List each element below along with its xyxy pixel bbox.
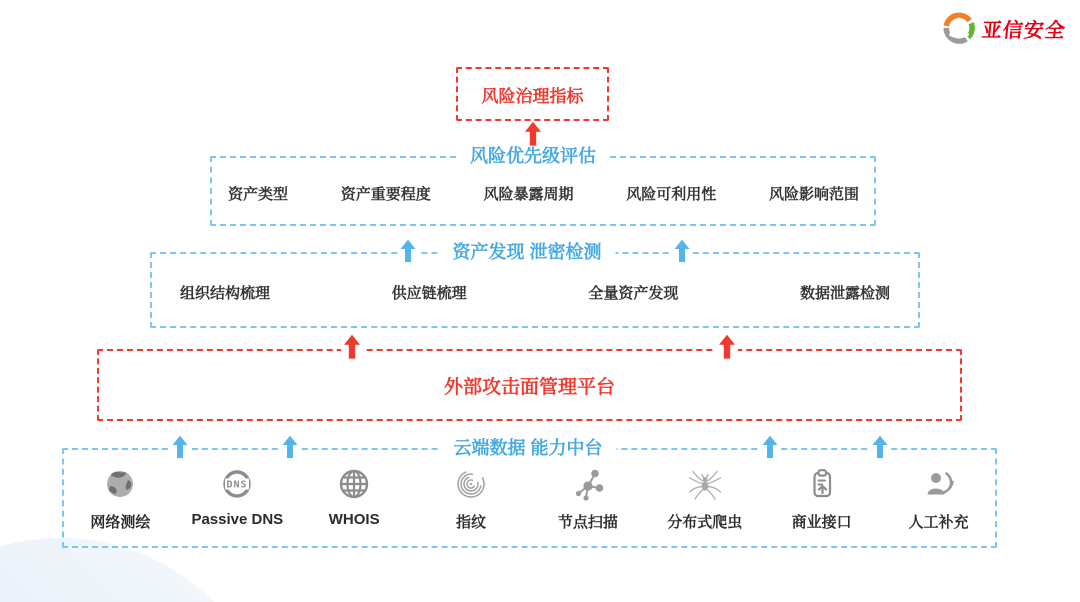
discovery-title: 资产发现 泄密检测 <box>438 242 615 264</box>
governance-box <box>456 67 609 121</box>
priority-title: 风险优先级评估 <box>456 146 610 168</box>
up-arrow-icon <box>398 239 419 262</box>
clipboard-arrow-icon <box>803 464 841 504</box>
wireframe-globe-icon <box>335 464 373 504</box>
discovery-item: 供应链梳理 <box>391 284 467 302</box>
svg-text:DNS: DNS <box>226 479 248 491</box>
network-nodes-icon <box>569 464 607 504</box>
capability-item <box>296 464 413 540</box>
discovery-item: 数据泄露检测 <box>799 284 890 302</box>
spider-icon <box>686 464 724 504</box>
priority-item: 资产类型 <box>228 185 289 203</box>
cloud-title: 云端数据 能力中台 <box>439 438 616 460</box>
brand-logo-icon <box>942 11 976 45</box>
fingerprint-icon <box>452 464 490 504</box>
up-arrow-icon <box>716 335 738 359</box>
up-arrow-icon <box>280 435 301 458</box>
capability-item <box>62 464 179 540</box>
capability-label: WHOIS <box>328 511 380 528</box>
up-arrow-icon <box>522 122 544 146</box>
priority-item: 资产重要程度 <box>340 185 431 203</box>
priority-item: 风险可利用性 <box>626 185 717 203</box>
up-arrow-icon <box>870 435 891 458</box>
priority-item: 风险暴露周期 <box>483 185 574 203</box>
up-arrow-icon <box>341 335 363 359</box>
capability-label: 分布式爬虫 <box>667 514 743 531</box>
capability-item <box>763 464 880 540</box>
capability-item <box>646 464 763 540</box>
person-sync-icon <box>920 464 958 504</box>
capability-item <box>179 464 296 540</box>
brand-logo-text: 亚信安全 <box>980 19 1067 42</box>
capability-item <box>530 464 647 540</box>
priority-items <box>228 178 859 208</box>
up-arrow-icon <box>760 435 781 458</box>
platform-box <box>97 349 962 421</box>
discovery-item: 组织结构梳理 <box>180 284 271 302</box>
capability-item <box>413 464 530 540</box>
capability-row <box>62 464 997 540</box>
capability-item <box>880 464 997 540</box>
discovery-items <box>180 277 890 307</box>
earth-icon <box>101 464 139 504</box>
capability-label: 节点扫描 <box>557 514 618 531</box>
platform-title: 外部攻击面管理平台 <box>443 376 615 398</box>
brand-logo <box>942 11 1066 45</box>
dns-globe-icon <box>218 464 256 504</box>
discovery-item: 全量资产发现 <box>588 284 679 302</box>
priority-item: 风险影响范围 <box>768 185 859 203</box>
governance-title: 风险治理指标 <box>481 86 584 106</box>
capability-label: 指纹 <box>456 514 487 531</box>
up-arrow-icon <box>170 435 191 458</box>
up-arrow-icon <box>672 239 693 262</box>
capability-label: 网络测绘 <box>90 514 151 531</box>
capability-label: Passive DNS <box>191 511 284 528</box>
capability-label: 人工补充 <box>908 514 969 531</box>
capability-label: 商业接口 <box>791 514 852 531</box>
